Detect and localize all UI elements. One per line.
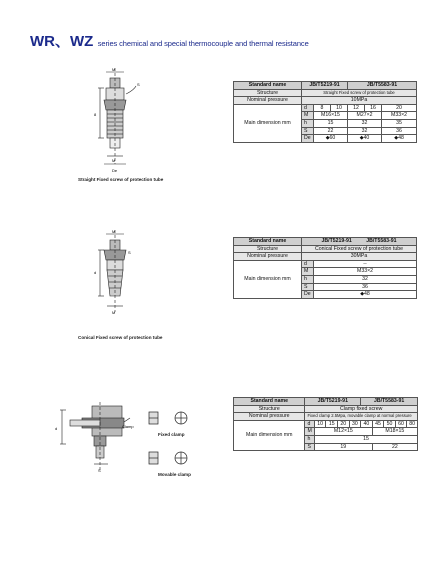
section2-caption: Conical Fixed screw of protection tube [78, 335, 163, 340]
s3-d-value: 20 [338, 420, 350, 428]
s2-h-value: 32 [314, 275, 417, 283]
section1-table [233, 81, 417, 143]
s1-m-value: M27×2 [348, 112, 382, 120]
fig3-side-label: d [55, 426, 58, 431]
straight-screw-drawing [88, 64, 148, 174]
s1-pressure-label: Nominal pressure [234, 97, 302, 105]
s3-standard-value-1: JB/T5219-91 [305, 398, 361, 406]
s2-de-key: De [302, 291, 314, 299]
s3-d-value: 15 [326, 420, 338, 428]
s3-d-value: 30 [349, 420, 361, 428]
s2-de-cell [314, 291, 417, 299]
s1-de-cell [348, 135, 382, 143]
s2-d-key: d [302, 260, 314, 268]
s1-h-value: 32 [348, 119, 382, 127]
s3-d-value: 50 [384, 420, 396, 428]
s2-m-value: M33×2 [314, 268, 417, 276]
fig3-bottom-label: S [98, 468, 101, 473]
s3-structure-label: Structure [234, 405, 305, 413]
fig3-clamp-label: Clamp [122, 424, 134, 429]
s1-d-value: 8 [314, 104, 331, 112]
diameter-icon: ◆ [360, 291, 365, 298]
fig1-screw-label: S [137, 82, 140, 87]
s1-m-value: M16×15 [314, 112, 348, 120]
s2-standard-value-2: JB/T5583-91 [366, 238, 397, 244]
s1-s-value: 22 [314, 127, 348, 135]
diameter-icon: ◆ [359, 135, 364, 142]
section1-caption: Straight Fixed screw of protection tube [78, 177, 164, 182]
s1-m-key: M [302, 112, 314, 120]
s1-standard-value-1: JB/T5219-91 [302, 82, 348, 90]
s1-s-value: 32 [348, 127, 382, 135]
s1-de-value: 60 [329, 135, 336, 142]
s3-standard-value-2: JB/T5583-91 [361, 398, 418, 406]
diameter-icon: ◆ [394, 135, 399, 142]
s3-m-value: M12×15 [314, 428, 372, 436]
s1-h-value: 35 [382, 119, 417, 127]
s3-m-key: M [305, 428, 314, 436]
s3-d-value: 80 [407, 420, 418, 428]
s1-standard-value-2: JB/T5583-91 [348, 82, 417, 90]
fig1-bottom-label: M [112, 158, 116, 163]
s2-structure-label: Structure [234, 245, 302, 253]
title-subtitle: series chemical and special thermocouple and thermal resistance [97, 39, 309, 48]
s3-h-value: 15 [314, 435, 417, 443]
s3-d-value: 45 [372, 420, 384, 428]
s1-structure-value: Straight Fixed screw of protection tube [302, 89, 417, 97]
s2-s-key: S [302, 283, 314, 291]
diameter-icon: ◆ [325, 135, 330, 142]
s1-d-value: 20 [382, 104, 417, 112]
fixed-clamp-drawing [145, 408, 195, 428]
s2-de-value: 48 [364, 291, 370, 298]
page-title [30, 30, 309, 51]
s2-structure-value: Conical Fixed screw of protection tube [302, 245, 417, 253]
s3-s-value: 22 [372, 443, 417, 451]
movable-clamp-drawing [145, 448, 195, 468]
s1-de-cell [314, 135, 348, 143]
s3-d-value: 40 [361, 420, 373, 428]
fig1-dia-label: De [112, 168, 118, 173]
fig2-top-label: M [112, 229, 116, 234]
s2-standard-value-1: JB/T5219-91 [321, 238, 352, 244]
fixed-clamp-caption: Fixed clamp [158, 432, 185, 437]
s1-de-value: 40 [363, 135, 370, 142]
s1-d-value: 10 [331, 104, 348, 112]
s1-h-key: h [302, 119, 314, 127]
s2-pressure-label: Nominal pressure [234, 253, 302, 261]
s1-d-value: 16 [365, 104, 382, 112]
s3-d-key: d [305, 420, 314, 428]
s3-s-key: S [305, 443, 314, 451]
fig2-screw-label: S [128, 250, 131, 255]
s3-d-value: 10 [314, 420, 326, 428]
fig1-top-label: M [112, 67, 116, 72]
s2-d-value: -- [314, 260, 417, 268]
s3-d-value: 60 [395, 420, 407, 428]
s3-standard-name: Standard name [234, 398, 305, 406]
section2-table [233, 237, 417, 299]
fig2-bottom-label: M [112, 310, 116, 315]
s1-pressure-value: 10MPa [302, 97, 417, 105]
s1-de-cell [382, 135, 417, 143]
s2-standard-values [302, 238, 417, 246]
title-prefix: WR、WZ [30, 33, 94, 50]
s1-s-value: 36 [382, 127, 417, 135]
s1-d-key: d [302, 104, 314, 112]
conical-screw-drawing [88, 226, 148, 322]
s2-main-label: Main dimension mm [234, 260, 302, 298]
fig1-len-label: 8 [94, 112, 97, 117]
s1-s-key: S [302, 127, 314, 135]
section3-table [233, 397, 418, 451]
s1-h-value: 15 [314, 119, 348, 127]
s1-structure-label: Structure [234, 89, 302, 97]
s2-s-value: 36 [314, 283, 417, 291]
s3-s-value: 19 [314, 443, 372, 451]
s2-h-key: h [302, 275, 314, 283]
movable-clamp-caption: Movable clamp [158, 472, 191, 477]
s3-pressure-label: Nominal pressure [234, 413, 305, 421]
fig2-side-label: d [94, 270, 97, 275]
s1-main-label: Main dimension mm [234, 104, 302, 142]
s2-m-key: M [302, 268, 314, 276]
s1-m-value: M33×2 [382, 112, 417, 120]
s2-standard-name: Standard name [234, 238, 302, 246]
s3-main-label: Main dimension mm [234, 420, 305, 450]
s1-de-key: De [302, 135, 314, 143]
s3-m-value: M18×15 [372, 428, 417, 436]
s3-structure-value: Clamp fixed screw [305, 405, 418, 413]
s3-h-key: h [305, 435, 314, 443]
s1-d-value: 12 [348, 104, 365, 112]
s3-pressure-value: Fixed clamp 2.5Mpa, movable clamp at normal pressure [305, 413, 418, 421]
s1-standard-name: Standard name [234, 82, 302, 90]
s1-de-value: 48 [398, 135, 404, 142]
clamp-assembly-drawing [52, 400, 132, 480]
s2-pressure-value: 30MPa [302, 253, 417, 261]
